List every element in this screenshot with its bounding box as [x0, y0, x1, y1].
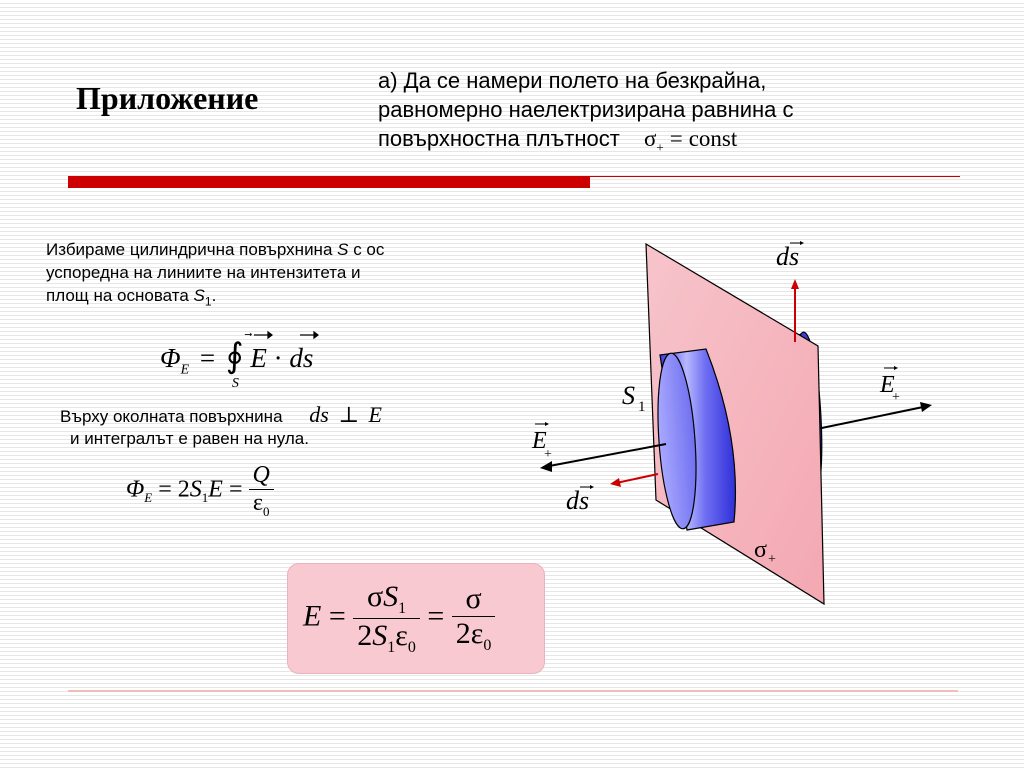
label-text: E: [880, 372, 895, 398]
vector-letter: E: [368, 402, 382, 427]
label-text: σ: [754, 537, 767, 563]
E-field-arrow-right: [812, 402, 932, 430]
label-text: ds: [776, 242, 800, 271]
subscript-one: 1: [398, 600, 407, 617]
vector-arrow-icon: [894, 366, 898, 370]
symbol-S: S: [337, 240, 349, 259]
paragraph-line: успоредна на линиите на интензитета и: [46, 263, 361, 282]
vector-arrow-icon: [590, 485, 594, 489]
integral-sign: ∮: [225, 338, 244, 375]
subscript-zero: 0: [407, 639, 416, 656]
label-subscript: 1: [638, 399, 646, 415]
text-run: Върху околната повърхнина: [60, 407, 283, 426]
equals-sign: =: [158, 476, 172, 503]
sigma: σ: [366, 580, 384, 613]
fraction-numerator: σ: [465, 582, 482, 615]
vector-letter: E: [250, 343, 267, 373]
epsilon: ε: [470, 617, 484, 650]
text-run: Избираме цилиндрична повърхнина: [46, 240, 338, 259]
label-subscript: +: [768, 552, 776, 567]
text-run: площ на основата: [46, 286, 194, 305]
label-ds-bottom: [566, 485, 594, 515]
equals-sign: =: [199, 343, 216, 373]
footer-divider: [68, 690, 958, 692]
slide-title: Приложение: [76, 80, 259, 116]
label-E-left: [531, 422, 552, 462]
label-ds-top: [776, 241, 804, 271]
fraction-numerator: Q: [252, 462, 270, 488]
label-text: ds: [566, 486, 590, 515]
epsilon: ε: [252, 490, 263, 516]
flux-subscript: E: [180, 362, 190, 378]
label-subscript: +: [544, 447, 552, 462]
task-formula: $\sigma_+$ = const: [643, 126, 738, 155]
vector-arrow-icon: [545, 422, 549, 426]
number-two: 2: [177, 476, 190, 503]
number-two: 2: [455, 617, 471, 650]
number-two: 2: [357, 619, 373, 652]
subscript-one: 1: [201, 490, 209, 506]
subscript-zero: 0: [483, 637, 492, 654]
task-line-1: а) Да се намери полето на безкрайна,: [378, 68, 767, 93]
label-E-right: [879, 366, 900, 405]
ds-arrow-bottom: [610, 474, 658, 487]
symbol-S: S: [383, 580, 399, 613]
symbol-E: E: [208, 476, 223, 503]
flux-symbol: Φ: [126, 476, 145, 503]
symbol-E: E: [303, 599, 322, 633]
dot-operator: ·: [273, 343, 283, 373]
equals-sign: =: [228, 476, 243, 503]
symbol-S1: S: [193, 286, 205, 305]
task-line-2: равномерно наелектризирана равнина с: [378, 97, 794, 122]
label-subscript: +: [892, 390, 900, 405]
vector-letter: ds: [289, 343, 314, 373]
vector-letter: ds: [309, 402, 329, 427]
vector-arrow-icon: [800, 241, 804, 245]
text-run: .: [211, 286, 217, 305]
flux-symbol: Φ: [160, 343, 181, 373]
equals-sign: =: [328, 599, 346, 633]
flux-subscript: E: [144, 490, 153, 506]
label-text: S: [622, 381, 635, 410]
text-run: с ос: [348, 240, 385, 259]
integral-subscript: S: [231, 376, 239, 391]
equals-sign: =: [427, 599, 445, 633]
symbol-S: S: [372, 619, 388, 652]
symbol-S1-subscript: 1: [204, 294, 212, 309]
task-line-3-text: повърхностна плътност: [378, 126, 620, 151]
perp-symbol: ⊥: [338, 402, 360, 427]
paragraph-line: и интегралът е равен на нула.: [70, 429, 309, 448]
symbol-S: S: [189, 476, 202, 503]
epsilon: ε: [395, 619, 408, 652]
subscript-one: 1: [387, 639, 396, 656]
label-S1: [622, 381, 646, 415]
E-field-arrow-left: [540, 444, 666, 472]
label-text: E: [532, 428, 547, 454]
subscript-zero: 0: [262, 503, 270, 519]
